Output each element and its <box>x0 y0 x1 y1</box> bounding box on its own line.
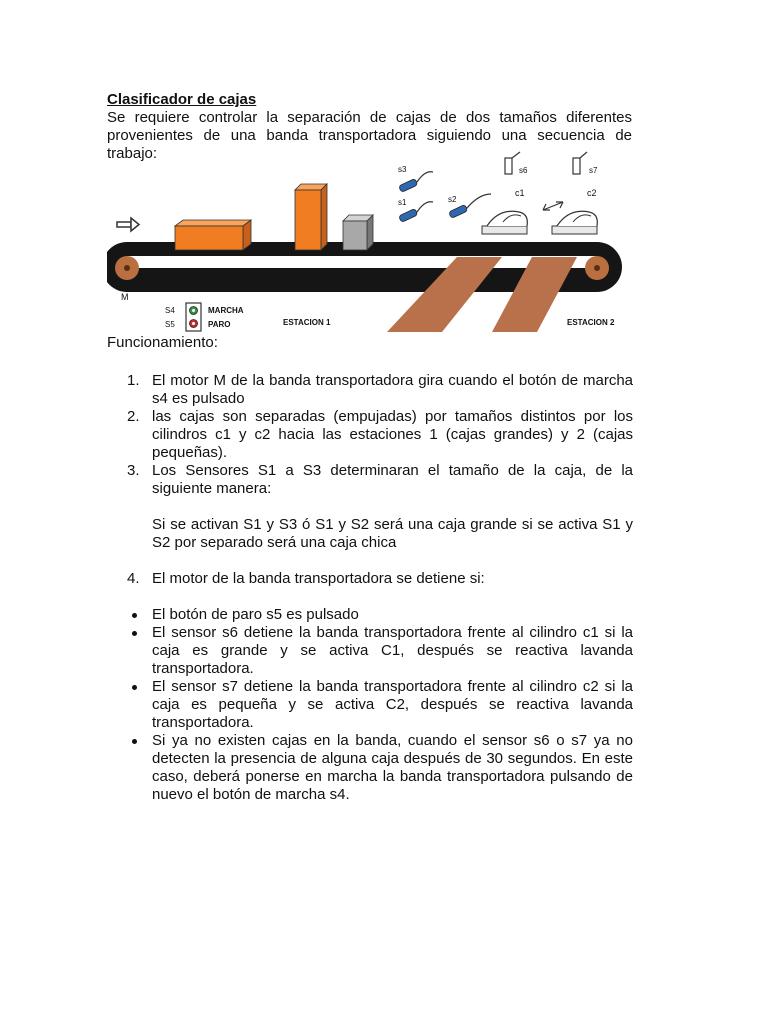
conveyor-diagram <box>107 150 647 340</box>
sensor-s1-label: s1 <box>398 198 407 207</box>
bullet-text: Si ya no existen cajas en la banda, cuando el sensor s6 o s7 ya no detecten la presencia de alguna caja después de 30 segundos. En este caso, deberá ponerse en marcha la banda transportadora pulsando de nuevo el botón de marcha s4. <box>152 732 633 803</box>
cylinder-c2-label: c2 <box>587 188 597 198</box>
cylinder-c2-icon <box>552 211 597 234</box>
item-text: las cajas son separadas (empujadas) por tamaños distintos por los cilindros c1 y c2 hacia las estaciones 1 (cajas grandes) y 2 (cajas pequeñas). <box>152 408 633 461</box>
motor-label: M <box>121 292 129 302</box>
large-box-tall <box>295 184 327 250</box>
sensor-s7-icon <box>573 152 587 174</box>
bullet-icon <box>132 613 137 618</box>
bullet-text: El sensor s7 detiene la banda transportadora frente al cilindro c2 si la caja es pequeña y se activa C2, después se reactiva lavanda transportadora. <box>152 678 633 731</box>
direction-arrow-icon <box>117 218 139 231</box>
bullet-text: El botón de paro s5 es pulsado <box>152 606 359 623</box>
item-number: 4. <box>127 570 140 587</box>
bullet-item <box>107 624 633 678</box>
button-marcha-label: MARCHA <box>208 306 244 315</box>
instruction-list <box>107 372 633 804</box>
bullet-icon <box>132 631 137 636</box>
size-rule-paragraph: Si se activan S1 y S3 ó S1 y S2 será una caja grande si se activa S1 y S2 por separado será una caja chica <box>152 516 633 551</box>
stop-conditions-list <box>107 606 633 804</box>
item-text: Los Sensores S1 a S3 determinaran el tamaño de la caja, de la siguiente manera: <box>152 462 633 497</box>
numbered-item-3 <box>107 462 633 498</box>
bullet-icon <box>132 685 137 690</box>
sensor-s3-icon <box>399 172 433 193</box>
item-text: El motor de la banda transportadora se detiene si: <box>152 570 485 587</box>
button-paro-label: PARO <box>208 320 231 329</box>
sensor-s6-label: s6 <box>519 166 528 175</box>
sensor-s2-label: s2 <box>448 195 457 204</box>
item-number: 3. <box>127 462 140 479</box>
bullet-item <box>107 606 633 624</box>
bullet-item <box>107 678 633 732</box>
bullet-icon <box>132 739 137 744</box>
document-title: Clasificador de cajas <box>107 91 257 108</box>
right-roller <box>585 256 609 280</box>
button-s4-id: S4 <box>165 306 175 315</box>
station-2-label: ESTACION 2 <box>567 318 615 327</box>
sensor-s6-icon <box>505 152 520 174</box>
item-number: 2. <box>127 408 140 425</box>
button-s5-id: S5 <box>165 320 175 329</box>
left-roller <box>115 256 139 280</box>
large-box-flat <box>175 220 251 250</box>
station-1-label: ESTACION 1 <box>283 318 331 327</box>
item-text: El motor M de la banda transportadora gira cuando el botón de marcha s4 es pulsado <box>152 372 633 407</box>
numbered-item-2 <box>107 408 633 462</box>
small-box <box>343 215 373 250</box>
bullet-item <box>107 732 633 804</box>
funcionamiento-heading: Funcionamiento: <box>107 334 218 351</box>
bullet-text: El sensor s6 detiene la banda transportadora frente al cilindro c1 si la caja es grande y se activa C1, después se reactiva lavanda transportadora. <box>152 624 633 677</box>
marcha-button-icon <box>190 307 198 315</box>
numbered-item-4 <box>107 570 633 588</box>
item-number: 1. <box>127 372 140 389</box>
sensor-s3-label: s3 <box>398 165 407 174</box>
paro-button-icon <box>190 320 198 328</box>
sensor-s7-label: s7 <box>589 166 598 175</box>
cylinder-c1-icon <box>482 211 527 234</box>
double-arrow-icon <box>543 202 563 210</box>
intro-paragraph: Se requiere controlar la separación de cajas de dos tamaños diferentes provenientes de una banda transportadora siguiendo una secuencia de trabajo: <box>107 109 632 162</box>
cylinder-c1-label: c1 <box>515 188 525 198</box>
numbered-item-1 <box>107 372 633 408</box>
